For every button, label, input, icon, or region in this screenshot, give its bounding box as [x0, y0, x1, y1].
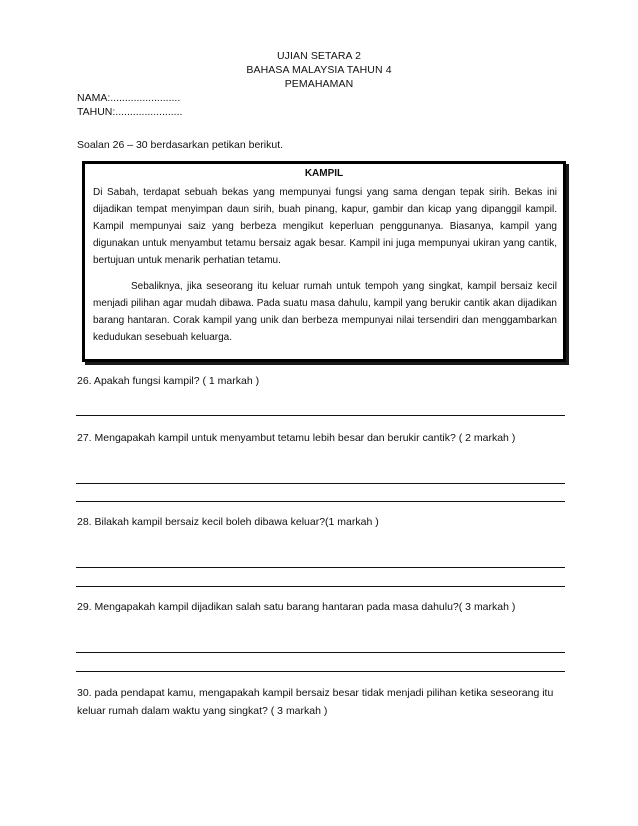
- answer-line: [76, 567, 565, 568]
- answer-line: [76, 483, 565, 484]
- question-26: 26. Apakah fungsi kampil? ( 1 markah ): [77, 375, 260, 387]
- name-field: NAMA:........................: [77, 92, 181, 104]
- passage-paragraph-2: Sebaliknya, jika seseorang itu keluar rumah untuk tempoh yang singkat, kampil bersaiz kecil menjadi pilihan agar mudah dibawa. Pada suatu masa dahulu, kampil yang berukir cantik akan dijadikan barang hantaran. Corak kampil yang unik dan berbeza mempunyai nilai tersendiri dan menggambarkan kedudukan sesebuah keluarga.: [93, 281, 557, 343]
- answer-line: [76, 586, 565, 587]
- exam-title: UJIAN SETARA 2: [276, 50, 362, 62]
- question-27: 27. Mengapakah kampil untuk menyambut tetamu lebih besar dan berukir cantik? ( 2 markah ): [77, 432, 516, 444]
- passage-paragraph-1: Di Sabah, terdapat sebuah bekas yang mempunyai fungsi yang sama dengan tepak sirih. Bekas ini dijadikan tempat menyimpan daun sirih, buah pinang, kapur, gambir dan kicap yang dipanggil kampil. Kampil mempunyai saiz yang berbeza mengikut keperluan penggunanya. Biasanya, kampil yang digunakan untuk menyambut tetamu bersaiz agak besar. Kampil ini juga mempunyai ukiran yang cantik, bertujuan untuk menarik perhatian tetamu.: [93, 187, 557, 266]
- section-title: PEMAHAMAN: [284, 78, 354, 90]
- answer-line: [76, 671, 565, 672]
- instruction-text: Soalan 26 – 30 berdasarkan petikan berikut.: [77, 139, 284, 151]
- passage-title: KAMPIL: [304, 168, 344, 179]
- question-28: 28. Bilakah kampil bersaiz kecil boleh dibawa keluar?(1 markah ): [77, 516, 379, 528]
- year-field: TAHUN:.......................: [77, 106, 183, 118]
- answer-line: [76, 652, 565, 653]
- answer-line: [76, 415, 565, 416]
- passage-box: [82, 161, 566, 362]
- subject-title: BAHASA MALAYSIA TAHUN 4: [246, 64, 392, 76]
- answer-line: [76, 501, 565, 502]
- question-30: 30. pada pendapat kamu, mengapakah kampil bersaiz besar tidak menjadi pilihan ketika seseorang itu keluar rumah dalam waktu yang singkat? ( 3 markah ): [77, 687, 554, 717]
- question-29: 29. Mengapakah kampil dijadikan salah satu barang hantaran pada masa dahulu?( 3 markah ): [77, 601, 516, 613]
